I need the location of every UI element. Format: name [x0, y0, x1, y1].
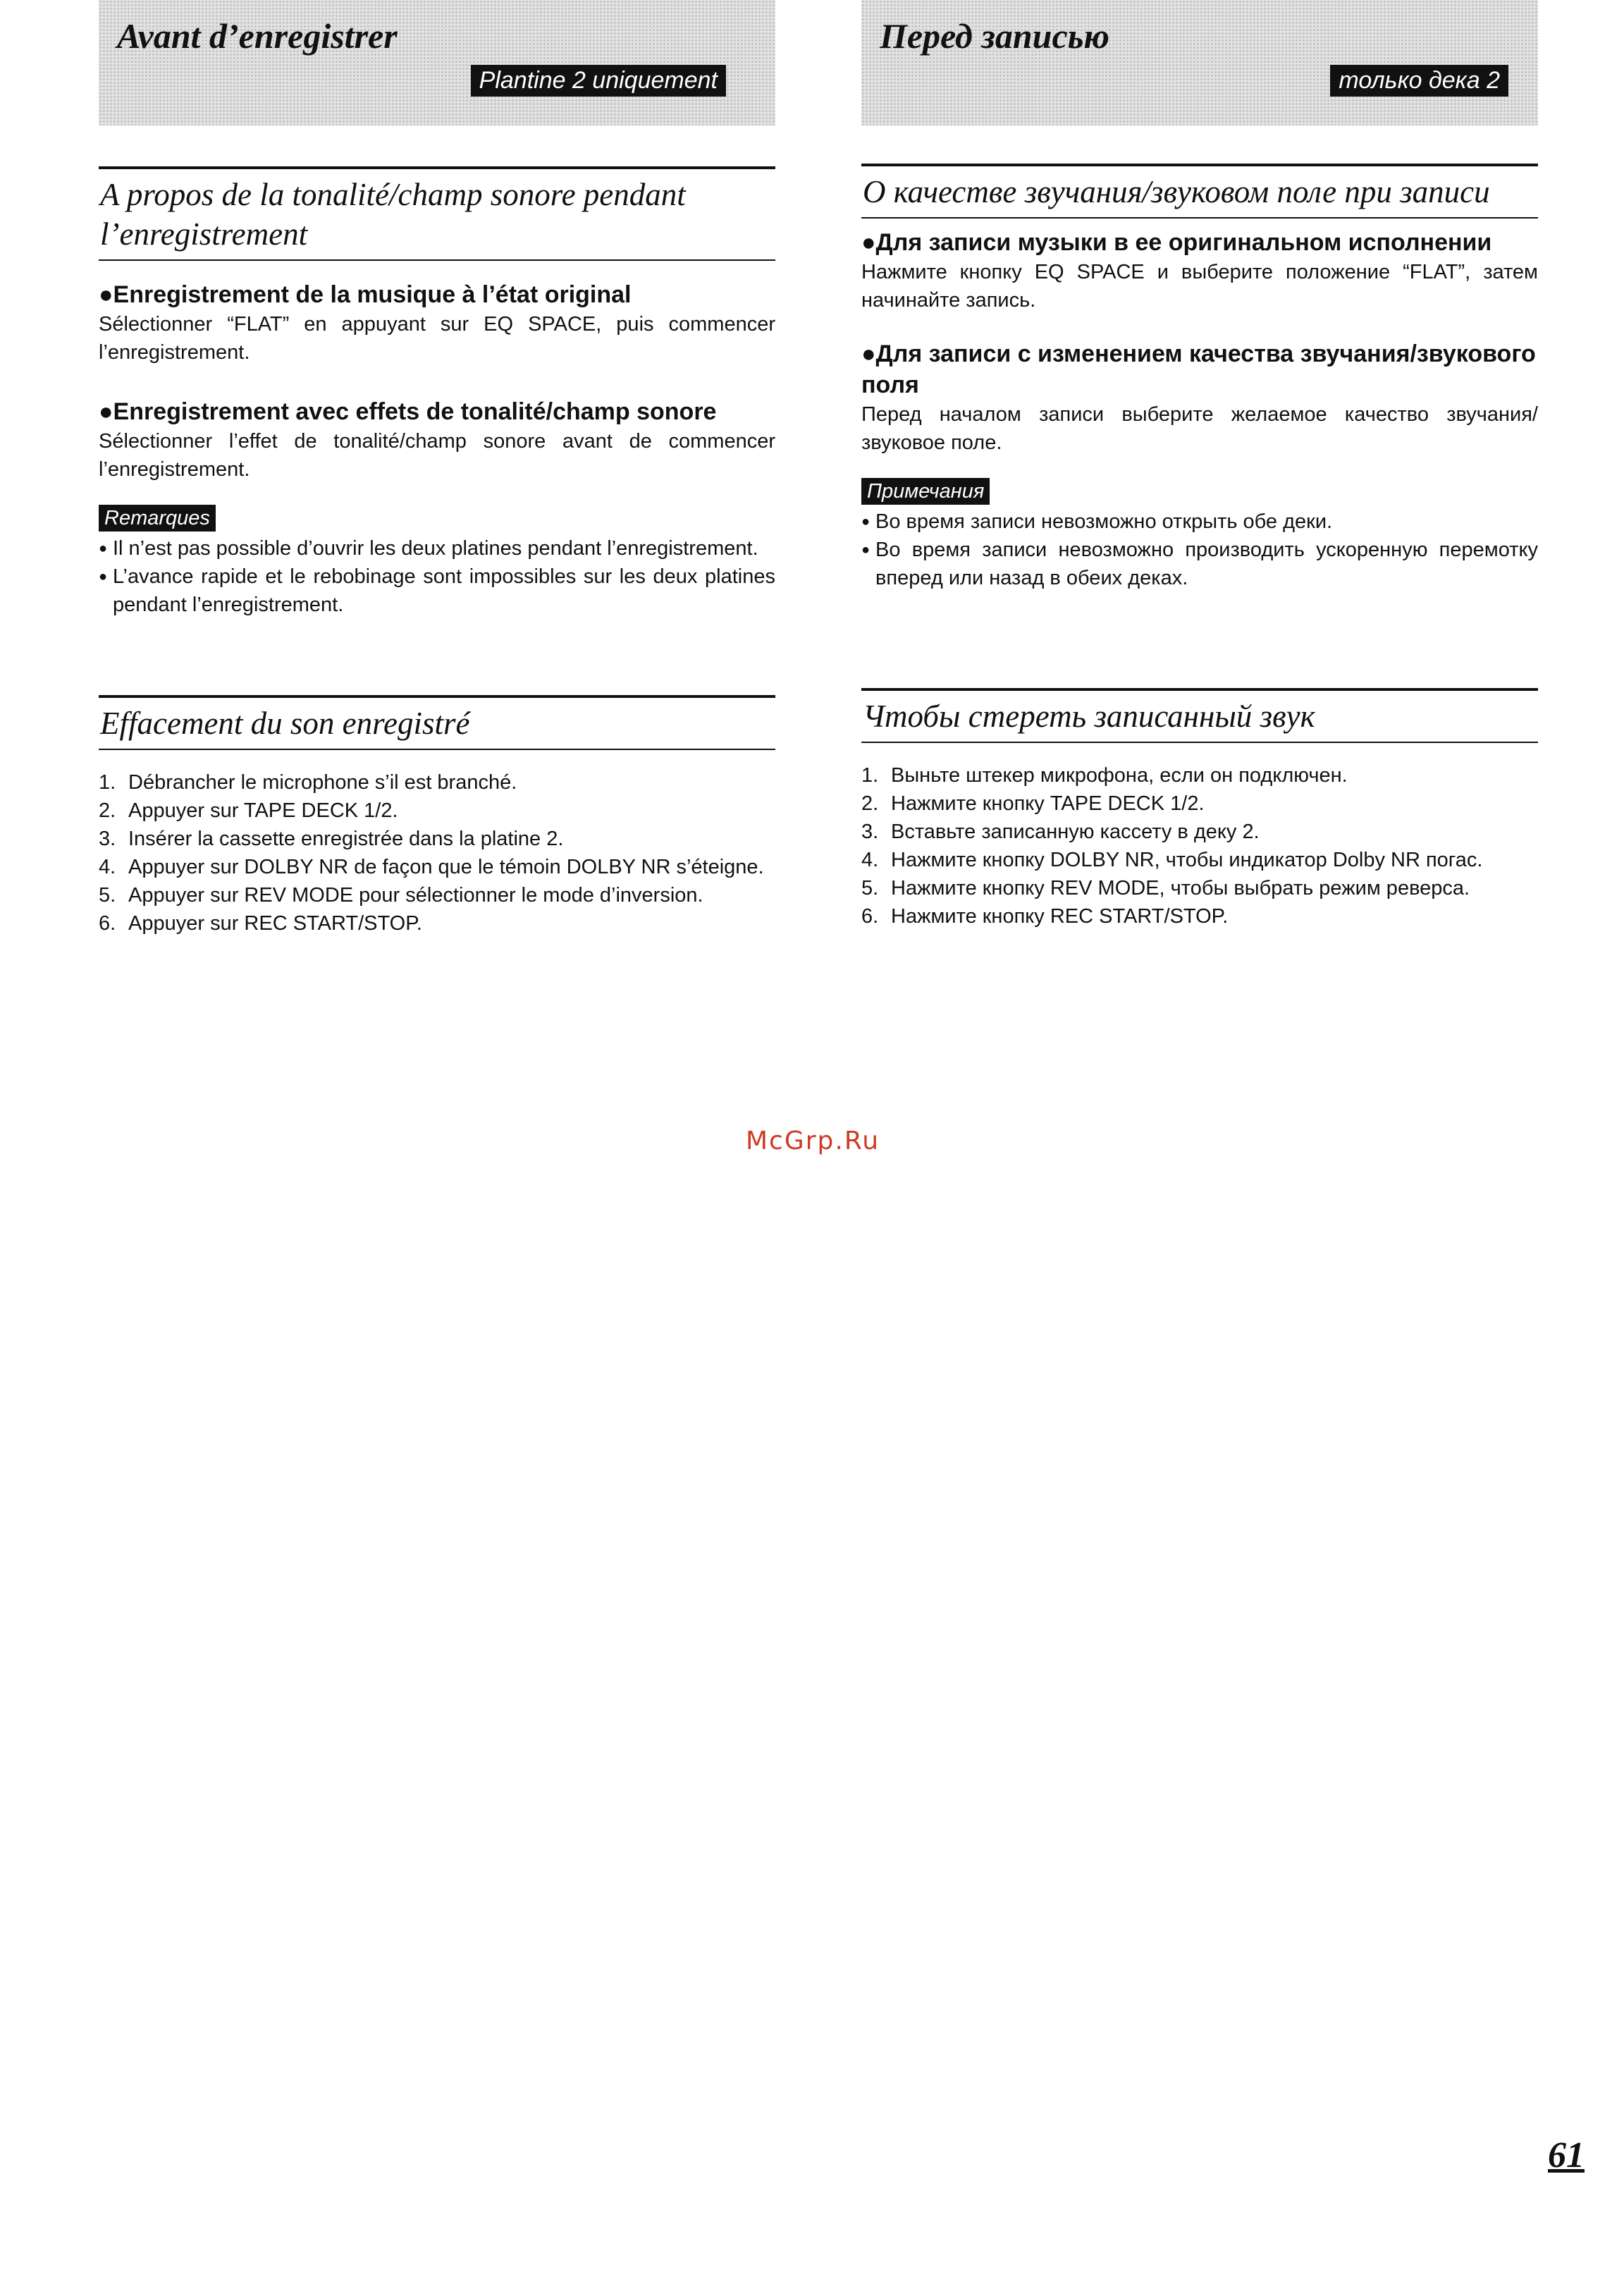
left-section-erase-title: Effacement du son enregistré: [99, 695, 775, 750]
list-item: ● L’avance rapide et le rebobinage sont impossibles sur les deux platines pendant l’enregistrement.: [99, 563, 775, 619]
left-sub1-heading: ●Enregistrement de la musique à l’état original: [99, 281, 632, 308]
list-item: 1. Выньте штекер микрофона, если он подключен.: [861, 764, 1348, 787]
left-sub1-text: Sélectionner “FLAT” en appuyant sur EQ SPACE, puis commencer l’enregistrement.: [99, 313, 775, 364]
list-item: ● Il n’est pas possible d’ouvrir les deux platines pendant l’enregistrement.: [99, 534, 775, 563]
right-sub1-heading: ●Для записи музыки в ее оригинальном исполнении: [861, 229, 1492, 256]
left-header-badge: Plantine 2 uniquement: [471, 65, 726, 97]
list-item: 5. Нажмите кнопку REV MODE, чтобы выбрать режим реверса.: [861, 877, 1470, 900]
right-section-erase: [861, 688, 1538, 931]
list-item: 6. Нажмите кнопку REC START/STOP.: [861, 905, 1229, 928]
right-steps-list: [861, 761, 1538, 931]
list-item: 3. Insérer la cassette enregistrée dans la platine 2.: [99, 828, 564, 850]
left-sub2-text: Sélectionner l’effet de tonalité/champ sonore avant de commencer l’enregistrement.: [99, 430, 775, 481]
right-sub1-text: Нажмите кнопку EQ SPACE и выберите положение “FLAT”, затем начинайте запись.: [861, 261, 1538, 312]
watermark: McGrp.Ru: [746, 1126, 880, 1155]
right-header-badge: только дека 2: [1330, 65, 1508, 97]
right-notes-list: [861, 508, 1538, 592]
list-item: 5. Appuyer sur REV MODE pour sélectionner le mode d’inversion.: [99, 884, 703, 907]
right-header-title: Перед записью: [880, 16, 1110, 56]
left-notes-label: Remarques: [99, 505, 216, 532]
list-item: 2. Appuyer sur TAPE DECK 1/2.: [99, 799, 398, 822]
list-item: 1. Débrancher le microphone s’il est branché.: [99, 771, 517, 794]
right-sub2-heading: ●Для записи с изменением качества звучания/звукового поля: [861, 340, 1536, 398]
right-notes-label: Примечания: [861, 478, 990, 505]
left-section-tone-title: A propos de la tonalité/champ sonore pendant l’enregistrement: [99, 166, 775, 261]
page-number: 61: [1548, 2135, 1585, 2175]
list-item: 6. Appuyer sur REC START/STOP.: [99, 912, 422, 935]
right-section-tone: [861, 164, 1538, 592]
list-item: 4. Appuyer sur DOLBY NR de façon que le témoin DOLBY NR s’éteigne.: [99, 856, 764, 878]
left-section-erase: [99, 695, 775, 938]
right-sub2-text: Перед началом записи выберите желаемое качество звучания/звуковое поле.: [861, 403, 1538, 454]
right-section-erase-title: Чтобы стереть записанный звук: [861, 688, 1538, 743]
list-item: 3. Вставьте записанную кассету в деку 2.: [861, 821, 1260, 843]
list-item: ● Во время записи невозможно открыть обе деки.: [861, 508, 1538, 536]
left-steps-list: [99, 768, 775, 938]
list-item: ● Во время записи невозможно производить ускоренную перемотку вперед или назад в обеих деках.: [861, 536, 1538, 592]
right-header-band: [861, 0, 1538, 125]
list-item: 2. Нажмите кнопку TAPE DECK 1/2.: [861, 792, 1205, 815]
left-header-band: [99, 0, 775, 125]
right-section-tone-title: О качестве звучания/звуковом поле при записи: [861, 164, 1538, 219]
list-item: 4. Нажмите кнопку DOLBY NR, чтобы индикатор Dolby NR погас.: [861, 849, 1483, 871]
left-header-title: Avant d’enregistrer: [117, 16, 398, 56]
left-section-tone: [99, 166, 775, 619]
left-sub2-heading: ●Enregistrement avec effets de tonalité/champ sonore: [99, 398, 717, 425]
left-notes-list: [99, 534, 775, 619]
